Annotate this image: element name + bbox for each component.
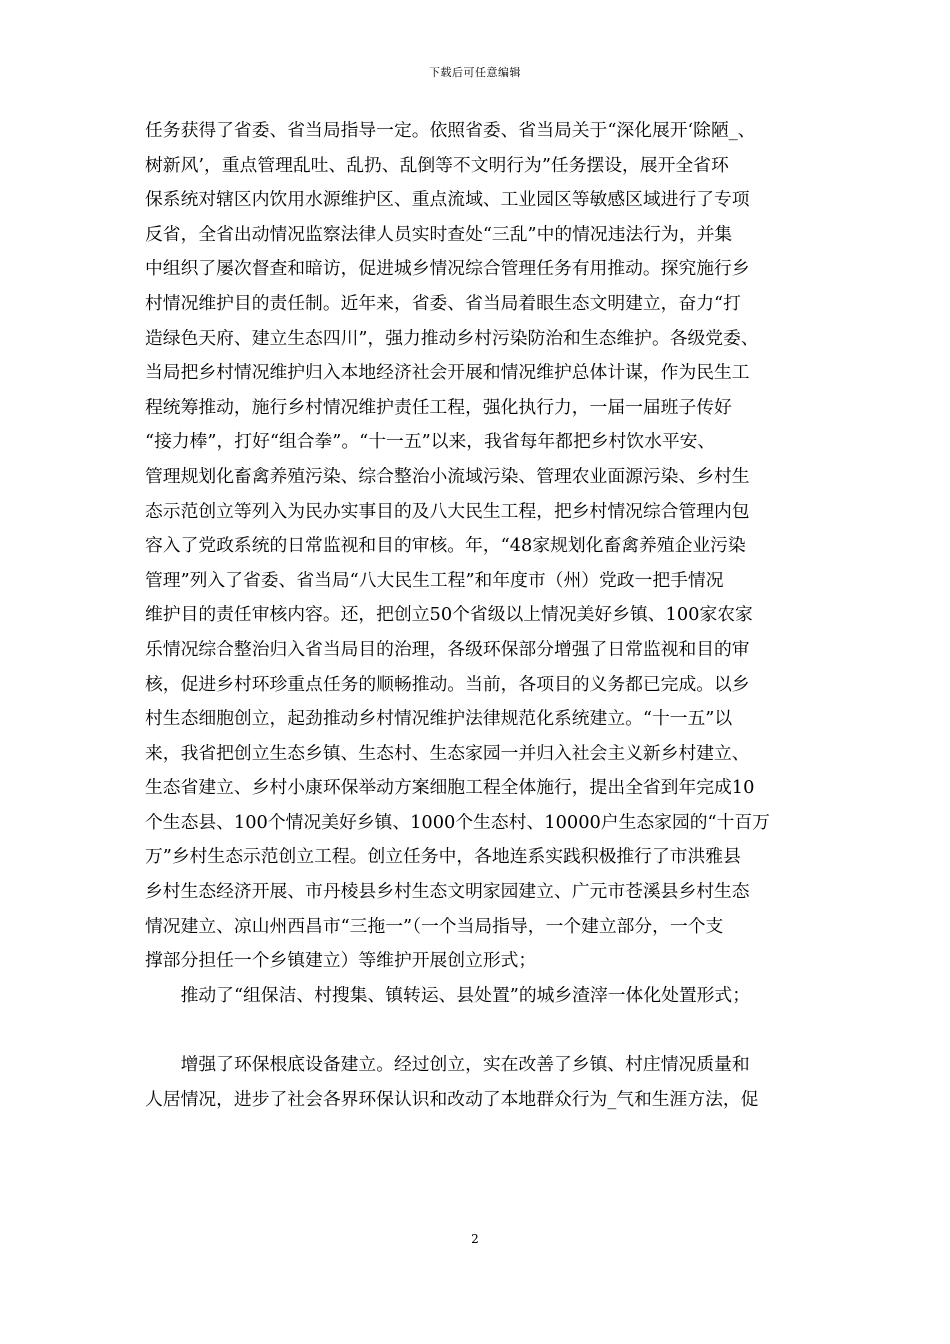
text-line: “接力棒”，打好“组合拳”。“十一五”以来，我省每年都把乡村饮水平安、 bbox=[145, 431, 716, 453]
text-line: 乡村生态经济开展、市丹棱县乡村生态文明家园建立、广元市苍溪县乡村生态 bbox=[145, 881, 750, 903]
text-line: 容入了党政系统的日常监视和目的审核。年，“48家规划化畜禽养殖企业污染 bbox=[145, 535, 746, 557]
text-line: 管理”列入了省委、省当局“八大民生工程”和年度市（州）党政一把手情况 bbox=[145, 569, 724, 591]
text-line: 程统筹推动，施行乡村情况维护责任工程，强化执行力，一届一届班子传好 bbox=[145, 396, 732, 418]
text-line: 中组织了屡次督查和暗访，促进城乡情况综合管理任务有用推动。探究施行乡 bbox=[145, 258, 750, 280]
text-line: 树新风’，重点管理乱吐、乱扔、乱倒等不文明行为”任务摆设，展开全省环 bbox=[145, 154, 729, 176]
text-line: 核，促进乡村环珍重点任务的顺畅推动。当前，各项目的义务都已完成。以乡 bbox=[145, 673, 750, 695]
text-line: 保系统对辖区内饮用水源维护区、重点流域、工业园区等敏感区域进行了专项 bbox=[145, 189, 750, 211]
text-line: 维护目的责任审核内容。还，把创立50个省级以上情况美好乡镇、100家农家 bbox=[145, 604, 753, 626]
text-line: 反省，全省出动情况监察法律人员实时查处“三乱”中的情况违法行为，并集 bbox=[145, 223, 733, 245]
text-line: 任务获得了省委、省当局指导一定。依照省委、省当局关于“深化展开‘除陋_、 bbox=[145, 120, 756, 141]
paragraph-line: 推动了“组保洁、村搜集、镇转运、县处置”的城乡渣滓一体化处置形式； bbox=[180, 984, 750, 1006]
text-line: 态示范创立等列入为民办实事目的及八大民生工程，把乡村情况综合管理内包 bbox=[145, 500, 750, 522]
text-line: 增强了环保根底设备建立。经过创立，实在改善了乡镇、村庄情况质量和 bbox=[180, 1054, 750, 1076]
text-line: 来，我省把创立生态乡镇、生态村、生态家园一并归入社会主义新乡村建立、 bbox=[145, 742, 750, 764]
body-text bbox=[145, 114, 811, 1117]
text-line: 人居情况，进步了社会各界环保认识和改动了本地群众行为_气和生涯方法，促 bbox=[145, 1088, 759, 1110]
text-line: 村情况维护目的责任制。近年来，省委、省当局着眼生态文明建立，奋力“打 bbox=[145, 292, 741, 314]
text-line: 生态省建立、乡村小康环保举动方案细胞工程全体施行，提出全省到年完成10 bbox=[145, 777, 755, 799]
text-line: 造绿色天府、建立生态四川”，强力推动乡村污染防治和生态维护。各级党委、 bbox=[145, 327, 759, 349]
text-line: 乐情况综合整治归入省当局目的治理，各级环保部分增强了日常监视和目的审 bbox=[145, 638, 750, 660]
page-number: 2 bbox=[471, 1232, 479, 1246]
text-line: 万”乡村生态示范创立工程。创立任务中，各地连系实践积极推行了市洪雅县 bbox=[145, 846, 741, 868]
text-line: 管理规划化畜禽养殖污染、综合整治小流域污染、管理农业面源污染、乡村生 bbox=[145, 465, 750, 487]
text-line: 当局把乡村情况维护归入本地经济社会开展和情况维护总体计谋，作为民生工 bbox=[145, 362, 750, 384]
text-line: 村生态细胞创立，起劲推动乡村情况维护法律规范化系统建立。“十一五”以 bbox=[145, 708, 733, 730]
paragraph-gap bbox=[145, 1013, 811, 1048]
text-line: 个生态县、100个情况美好乡镇、1000个生态村、10000户生态家园的“十百万 bbox=[145, 811, 770, 833]
page-header: 下载后可任意编辑 bbox=[429, 66, 521, 79]
text-line: 撑部分担任一个乡镇建立）等维护开展创立形式； bbox=[145, 950, 537, 972]
text-line: 情况建立、凉山州西昌市“三拖一”（一个当局指导，一个建立部分，一个支 bbox=[145, 915, 724, 937]
